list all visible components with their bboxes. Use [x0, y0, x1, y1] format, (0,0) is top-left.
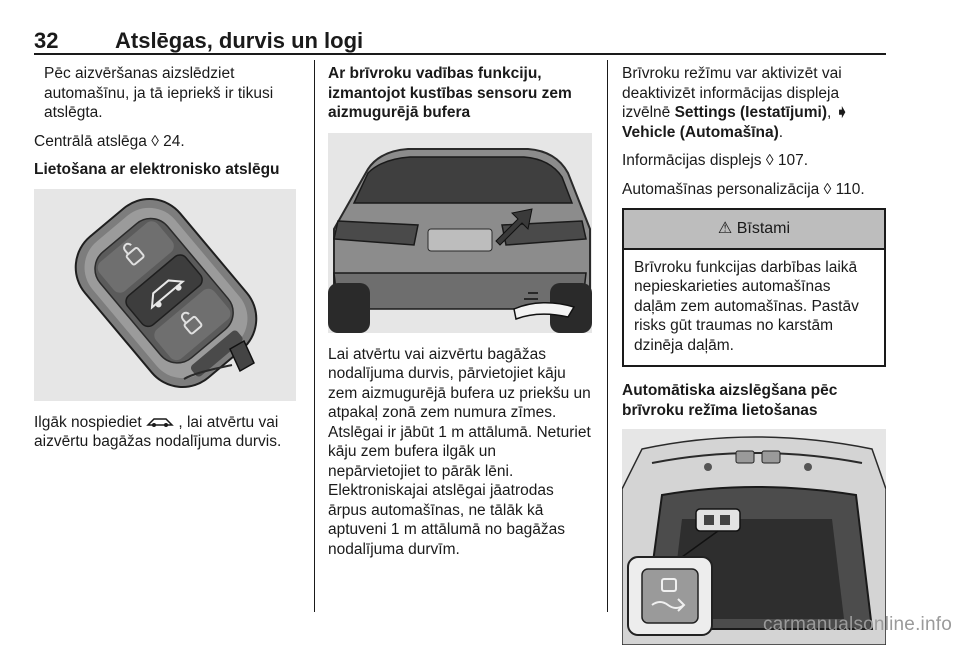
menu-arrow-icon: ➧: [835, 104, 849, 121]
central-lock-ref-text: Centrālā atslēga: [34, 132, 147, 150]
info-display-page: 107.: [777, 152, 809, 169]
handsfree-body: Lai atvērtu vai aizvērtu bagāžas nodalījuma durvis, pārvietojiet kāju zem aizmugurējā bufera uz priekšu un atpakaļ zonā zem numura zīmes. Atslēgai ir jābūt 1 m attālumā. Neturiet kāju zem bufera ilgāk un nepārvietojiet to pārāk lēni. Elektroniskajai atslēgai jāatrodas ārpus automašīnas, ne tālāk kā aptuveni 1 m attālumā no bagāžas nodalījuma durvīm.: [328, 345, 591, 558]
key-caption-part1: Ilgāk nospiediet: [34, 413, 147, 431]
sentence-end: .: [778, 123, 784, 141]
tailgate-button-icon: [146, 416, 174, 428]
personalization-reference[interactable]: [622, 180, 886, 200]
personalization-page: 110.: [835, 180, 865, 198]
column-divider-2: [607, 60, 608, 612]
chapter-title: Atslēgas, durvis un logi: [115, 28, 364, 53]
watermark: carmanualsonline.info: [762, 614, 952, 635]
settings-menu-label: Settings (Iestatījumi): [674, 104, 827, 121]
comma: ,: [827, 104, 836, 121]
tailgate-button-illustration: [622, 429, 886, 645]
info-display-ref-text: Informācijas displejs: [622, 152, 762, 169]
handsfree-heading: Ar brīvroku vadības funkciju, izmantojot kustības sensoru zem aizmugurējā bufera: [328, 65, 572, 121]
central-lock-page: 24.: [163, 132, 185, 150]
car-rear-illustration: [328, 133, 592, 333]
header-rule: [34, 53, 886, 55]
handsfree-activation-text: [622, 64, 886, 142]
vehicle-menu-label: Vehicle (Automašīna): [622, 123, 779, 141]
warning-triangle-icon: ⚠: [717, 220, 733, 237]
danger-title: Bīstami: [736, 220, 791, 237]
column-divider-1: [314, 60, 315, 612]
intro-text: Pēc aizvēršanas aizslēdziet automašīnu, ja tā iepriekš ir tikusi atslēgta.: [44, 65, 274, 121]
danger-header: [624, 210, 884, 250]
key-instruction-caption: [34, 413, 302, 452]
column-2: [328, 64, 592, 568]
electronic-key-illustration: [34, 189, 296, 401]
page-number: 32: [34, 28, 59, 53]
key-caption-part2: , lai atvērtu vai aizvērtu bagāžas nodalījuma durvis.: [34, 413, 282, 450]
electronic-key-heading: Lietošana ar elektronisko atslēgu: [34, 161, 280, 178]
info-display-reference[interactable]: [622, 151, 886, 171]
auto-lock-heading: Automātiska aizslēgšana pēc brīvroku režīma lietošanas: [622, 382, 838, 419]
central-lock-reference[interactable]: [34, 132, 302, 152]
danger-warning-box: [622, 208, 886, 367]
danger-text: Brīvroku funkcijas darbības laikā nepieskarieties automašīnas daļām zem automašīnas. Pastāv risks gūt traumas no karstām dzinēja daļām.: [634, 258, 859, 354]
page-ref-icon: ◊: [151, 132, 159, 150]
personalization-ref-text: Automašīnas personalizācija: [622, 180, 820, 198]
page-ref-icon: ◊: [823, 180, 832, 198]
column-1: [34, 64, 302, 461]
page-ref-icon: ◊: [765, 152, 774, 169]
column-3: [622, 64, 886, 645]
activation-text: Brīvroku režīmu var aktivizēt vai deaktivizēt informācijas displeja izvēlnē: [622, 65, 842, 121]
